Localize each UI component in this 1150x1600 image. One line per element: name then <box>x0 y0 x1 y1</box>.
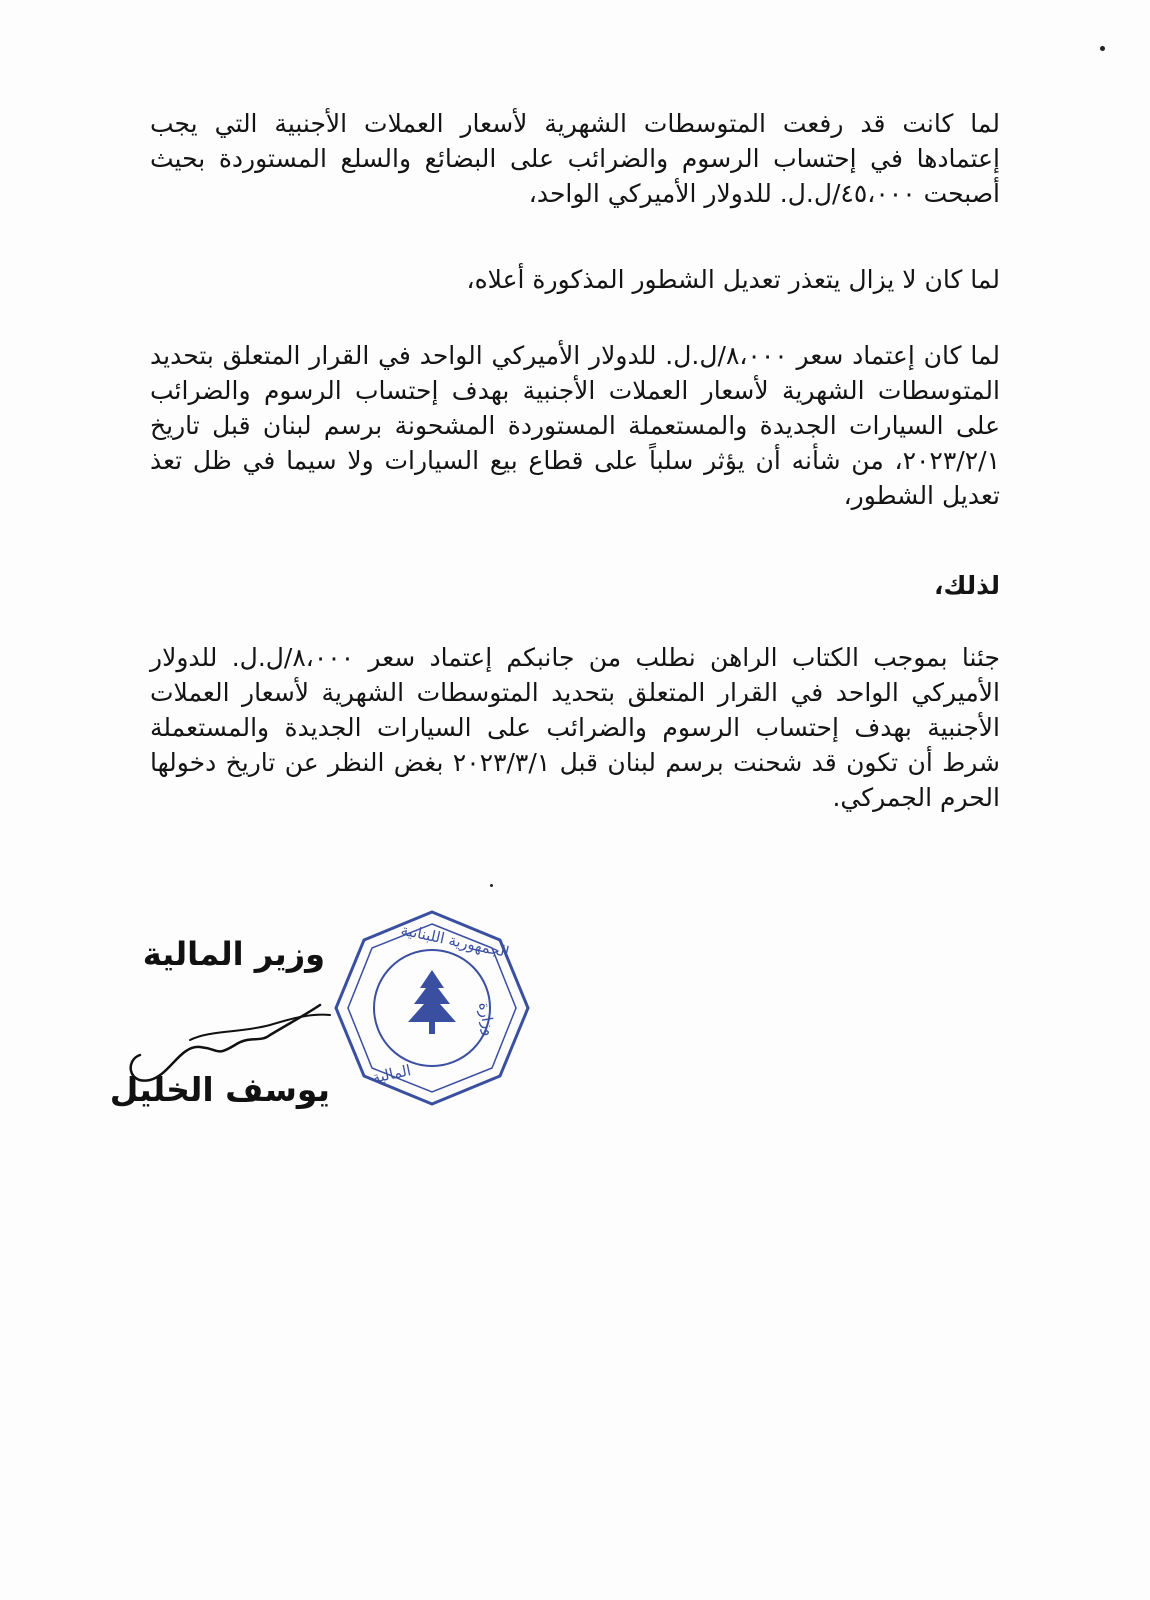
paragraph-4-text: جئنا بموجب الكتاب الراهن نطلب من جانبكم إعتماد سعر ٨،٠٠٠/ل.ل. للدولار الأميركي الواحد في القرار المتعلق بتحديد المتوسطات الشهرية لأسعار العملات الأجنبية بهدف إحتساب الرسوم والضرائب على السيارات الجديدة والمستعملة شرط أن تكون قد شحنت برسم لبنان قبل ٢٠٢٣/٣/١ بغض النظر عن تاريخ دخولها الحرم الجمركي. <box>150 643 1000 812</box>
minister-name: يوسف الخليل <box>109 1070 330 1109</box>
scan-speck <box>1100 46 1105 51</box>
scan-speck <box>490 884 493 887</box>
seal-text-top: الجمهورية اللبنانية <box>399 920 511 962</box>
paragraph-2 <box>150 262 1000 297</box>
paragraph-3-text: لما كان إعتماد سعر ٨،٠٠٠/ل.ل. للدولار الأميركي الواحد في القرار المتعلق بتحديد المتوسطات الشهرية لأسعار العملات الأجنبية بهدف إحتساب الرسوم والضرائب على السيارات الجديدة والمستعملة المستوردة المشحونة برسم لبنان قبل تاريخ ٢٠٢٣/٢/١، من شأنه أن يؤثر سلباً على قطاع بيع السيارات ولا سيما في ظل تعذ تعديل الشطور، <box>150 341 1001 510</box>
seal-text-right: وزارة <box>475 1000 499 1038</box>
paragraph-3 <box>150 338 1000 513</box>
conclusion-text: لذلك، <box>934 571 1000 600</box>
conclusion-heading <box>150 568 1000 603</box>
paragraph-4 <box>150 640 1000 815</box>
seal-text-bottom: المالية <box>370 1061 413 1087</box>
paragraph-1-text: لما كانت قد رفعت المتوسطات الشهرية لأسعار العملات الأجنبية التي يجب إعتمادها في إحتساب الرسوم والضرائب على البضائع والسلع المستوردة بحيث أصبحت ٤٥،٠٠٠/ل.ل. للدولار الأميركي الواحد، <box>150 109 1000 208</box>
paragraph-1 <box>150 106 1000 211</box>
paragraph-2-text: لما كان لا يزال يتعذر تعديل الشطور المذكورة أعلاه، <box>466 265 1000 294</box>
minister-title: وزير المالية <box>142 935 325 973</box>
cedar-tree-icon <box>408 970 456 1034</box>
